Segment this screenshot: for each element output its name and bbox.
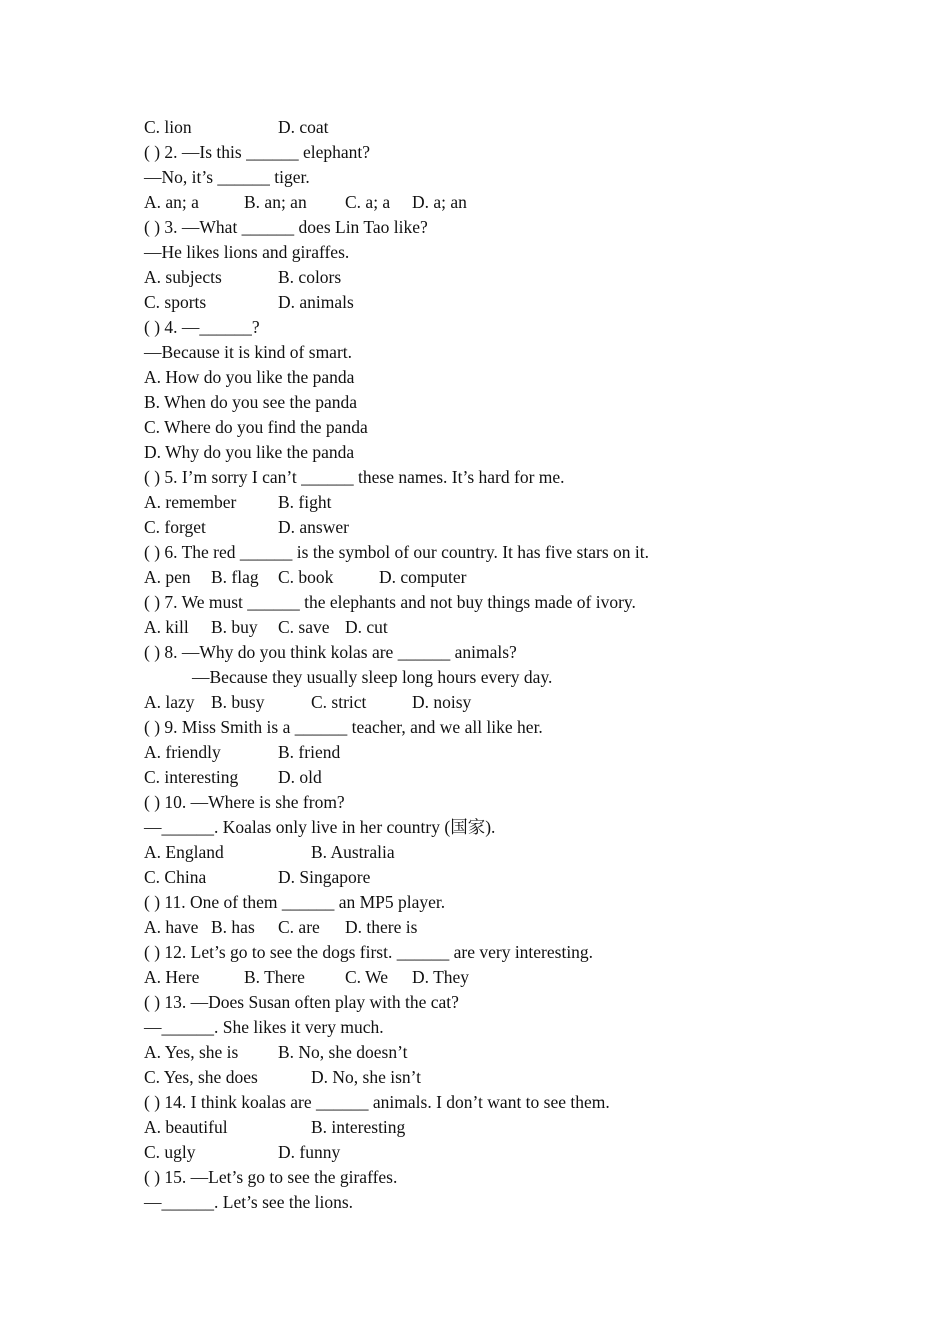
question-4-reply: [144, 340, 353, 365]
question-10-reply: [144, 815, 496, 840]
option-a: A. kill: [144, 617, 189, 637]
option-d: D. cut: [345, 617, 388, 637]
option-text: D. Why do you like the panda: [144, 442, 355, 462]
option-d: D. funny: [278, 1142, 341, 1162]
option-row: [144, 115, 329, 140]
option-d: D. Singapore: [278, 867, 371, 887]
question-2-reply: [144, 165, 310, 190]
question-text: ( ) 8. —Why do you think kolas are ______ animals?: [144, 642, 517, 662]
question-13-reply: [144, 1015, 384, 1040]
question-5: [144, 465, 565, 490]
option-b: B. has: [211, 917, 255, 937]
question-text: ( ) 7. We must ______ the elephants and not buy things made of ivory.: [144, 592, 636, 612]
option-row: [144, 765, 322, 790]
option-b: B. fight: [278, 492, 332, 512]
question-text: ( ) 6. The red ______ is the symbol of our country. It has five stars on it.: [144, 542, 649, 562]
question-6: [144, 540, 649, 565]
option-c: C. book: [278, 567, 334, 587]
question-text: ( ) 12. Let’s go to see the dogs first. ______ are very interesting.: [144, 942, 594, 962]
option-row: [144, 290, 354, 315]
option-c: [144, 415, 368, 440]
option-c: C. ugly: [144, 1142, 196, 1162]
option-row: [144, 265, 342, 290]
option-a: A. Yes, she is: [144, 1042, 239, 1062]
reply-text: —No, it’s ______ tiger.: [144, 167, 310, 187]
reply-text: —______. Koalas only live in her country (国家).: [144, 817, 496, 837]
question-text: ( ) 5. I’m sorry I can’t ______ these names. It’s hard for me.: [144, 467, 565, 487]
option-d: D. there is: [345, 917, 418, 937]
option-b: B. an; an: [244, 192, 307, 212]
reply-text: —______. Let’s see the lions.: [144, 1192, 354, 1212]
question-8-reply: [192, 665, 553, 690]
question-14: [144, 1090, 610, 1115]
option-row: [144, 1140, 341, 1165]
option-c: C. China: [144, 867, 207, 887]
question-10: [144, 790, 345, 815]
option-a: A. remember: [144, 492, 237, 512]
option-b: B. No, she doesn’t: [278, 1042, 408, 1062]
option-a: A. subjects: [144, 267, 222, 287]
option-d: D. noisy: [412, 692, 472, 712]
option-c: C. Yes, she does: [144, 1067, 258, 1087]
option-a: A. an; a: [144, 192, 199, 212]
option-d: D. a; an: [412, 192, 467, 212]
option-text: A. How do you like the panda: [144, 367, 355, 387]
option-row: [144, 190, 467, 215]
option-b: B. busy: [211, 692, 265, 712]
option-d: [144, 440, 355, 465]
option-a: [144, 365, 355, 390]
option-row: [144, 490, 332, 515]
question-text: ( ) 11. One of them ______ an MP5 player.: [144, 892, 446, 912]
option-c: C. strict: [311, 692, 367, 712]
option-d: D. computer: [379, 567, 467, 587]
option-b: B. friend: [278, 742, 341, 762]
question-text: ( ) 4. —______?: [144, 317, 260, 337]
reply-text: —Because they usually sleep long hours every day.: [192, 667, 553, 687]
question-text: ( ) 14. I think koalas are ______ animals. I don’t want to see them.: [144, 1092, 610, 1112]
option-d: D. animals: [278, 292, 354, 312]
option-row: [144, 840, 395, 865]
option-row: [144, 740, 341, 765]
option-b: B. colors: [278, 267, 342, 287]
option-row: [144, 1115, 406, 1140]
option-d: D. old: [278, 767, 322, 787]
question-12: [144, 940, 594, 965]
option-d: D. coat: [278, 117, 329, 137]
option-row: [144, 615, 388, 640]
option-row: [144, 515, 349, 540]
question-text: ( ) 15. —Let’s go to see the giraffes.: [144, 1167, 398, 1187]
reply-text: —Because it is kind of smart.: [144, 342, 353, 362]
option-b: B. flag: [211, 567, 259, 587]
option-b: B. buy: [211, 617, 258, 637]
option-a: A. friendly: [144, 742, 221, 762]
option-c: C. are: [278, 917, 320, 937]
option-d: D. No, she isn’t: [311, 1067, 422, 1087]
question-4: [144, 315, 260, 340]
question-text: ( ) 10. —Where is she from?: [144, 792, 345, 812]
option-row: [144, 865, 371, 890]
option-c: C. We: [345, 967, 388, 987]
question-text: ( ) 9. Miss Smith is a ______ teacher, and we all like her.: [144, 717, 543, 737]
option-text: B. When do you see the panda: [144, 392, 358, 412]
question-8: [144, 640, 517, 665]
option-row: [144, 690, 472, 715]
option-c: C. save: [278, 617, 330, 637]
question-15-reply: [144, 1190, 354, 1215]
option-row: [144, 915, 418, 940]
option-a: A. beautiful: [144, 1117, 228, 1137]
option-row: [144, 1040, 408, 1065]
question-9: [144, 715, 543, 740]
question-11: [144, 890, 446, 915]
question-text: ( ) 3. —What ______ does Lin Tao like?: [144, 217, 428, 237]
option-c: C. forget: [144, 517, 206, 537]
option-d: D. They: [412, 967, 470, 987]
option-b: B. Australia: [311, 842, 395, 862]
option-c: C. sports: [144, 292, 207, 312]
option-b: B. interesting: [311, 1117, 406, 1137]
option-c: C. lion: [144, 117, 192, 137]
question-3-reply: [144, 240, 350, 265]
option-d: D. answer: [278, 517, 349, 537]
option-a: A. Here: [144, 967, 200, 987]
option-a: A. lazy: [144, 692, 195, 712]
reply-text: —______. She likes it very much.: [144, 1017, 384, 1037]
option-c: C. a; a: [345, 192, 391, 212]
option-row: [144, 1065, 422, 1090]
question-text: ( ) 13. —Does Susan often play with the cat?: [144, 992, 459, 1012]
option-text: C. Where do you find the panda: [144, 417, 368, 437]
option-a: A. have: [144, 917, 199, 937]
question-2: [144, 140, 370, 165]
option-b: [144, 390, 358, 415]
option-a: A. pen: [144, 567, 191, 587]
question-13: [144, 990, 459, 1015]
option-b: B. There: [244, 967, 305, 987]
question-3: [144, 215, 428, 240]
option-row: [144, 565, 467, 590]
question-15: [144, 1165, 398, 1190]
option-a: A. England: [144, 842, 224, 862]
question-7: [144, 590, 636, 615]
question-text: ( ) 2. —Is this ______ elephant?: [144, 142, 370, 162]
reply-text: —He likes lions and giraffes.: [144, 242, 350, 262]
option-row: [144, 965, 470, 990]
option-c: C. interesting: [144, 767, 239, 787]
